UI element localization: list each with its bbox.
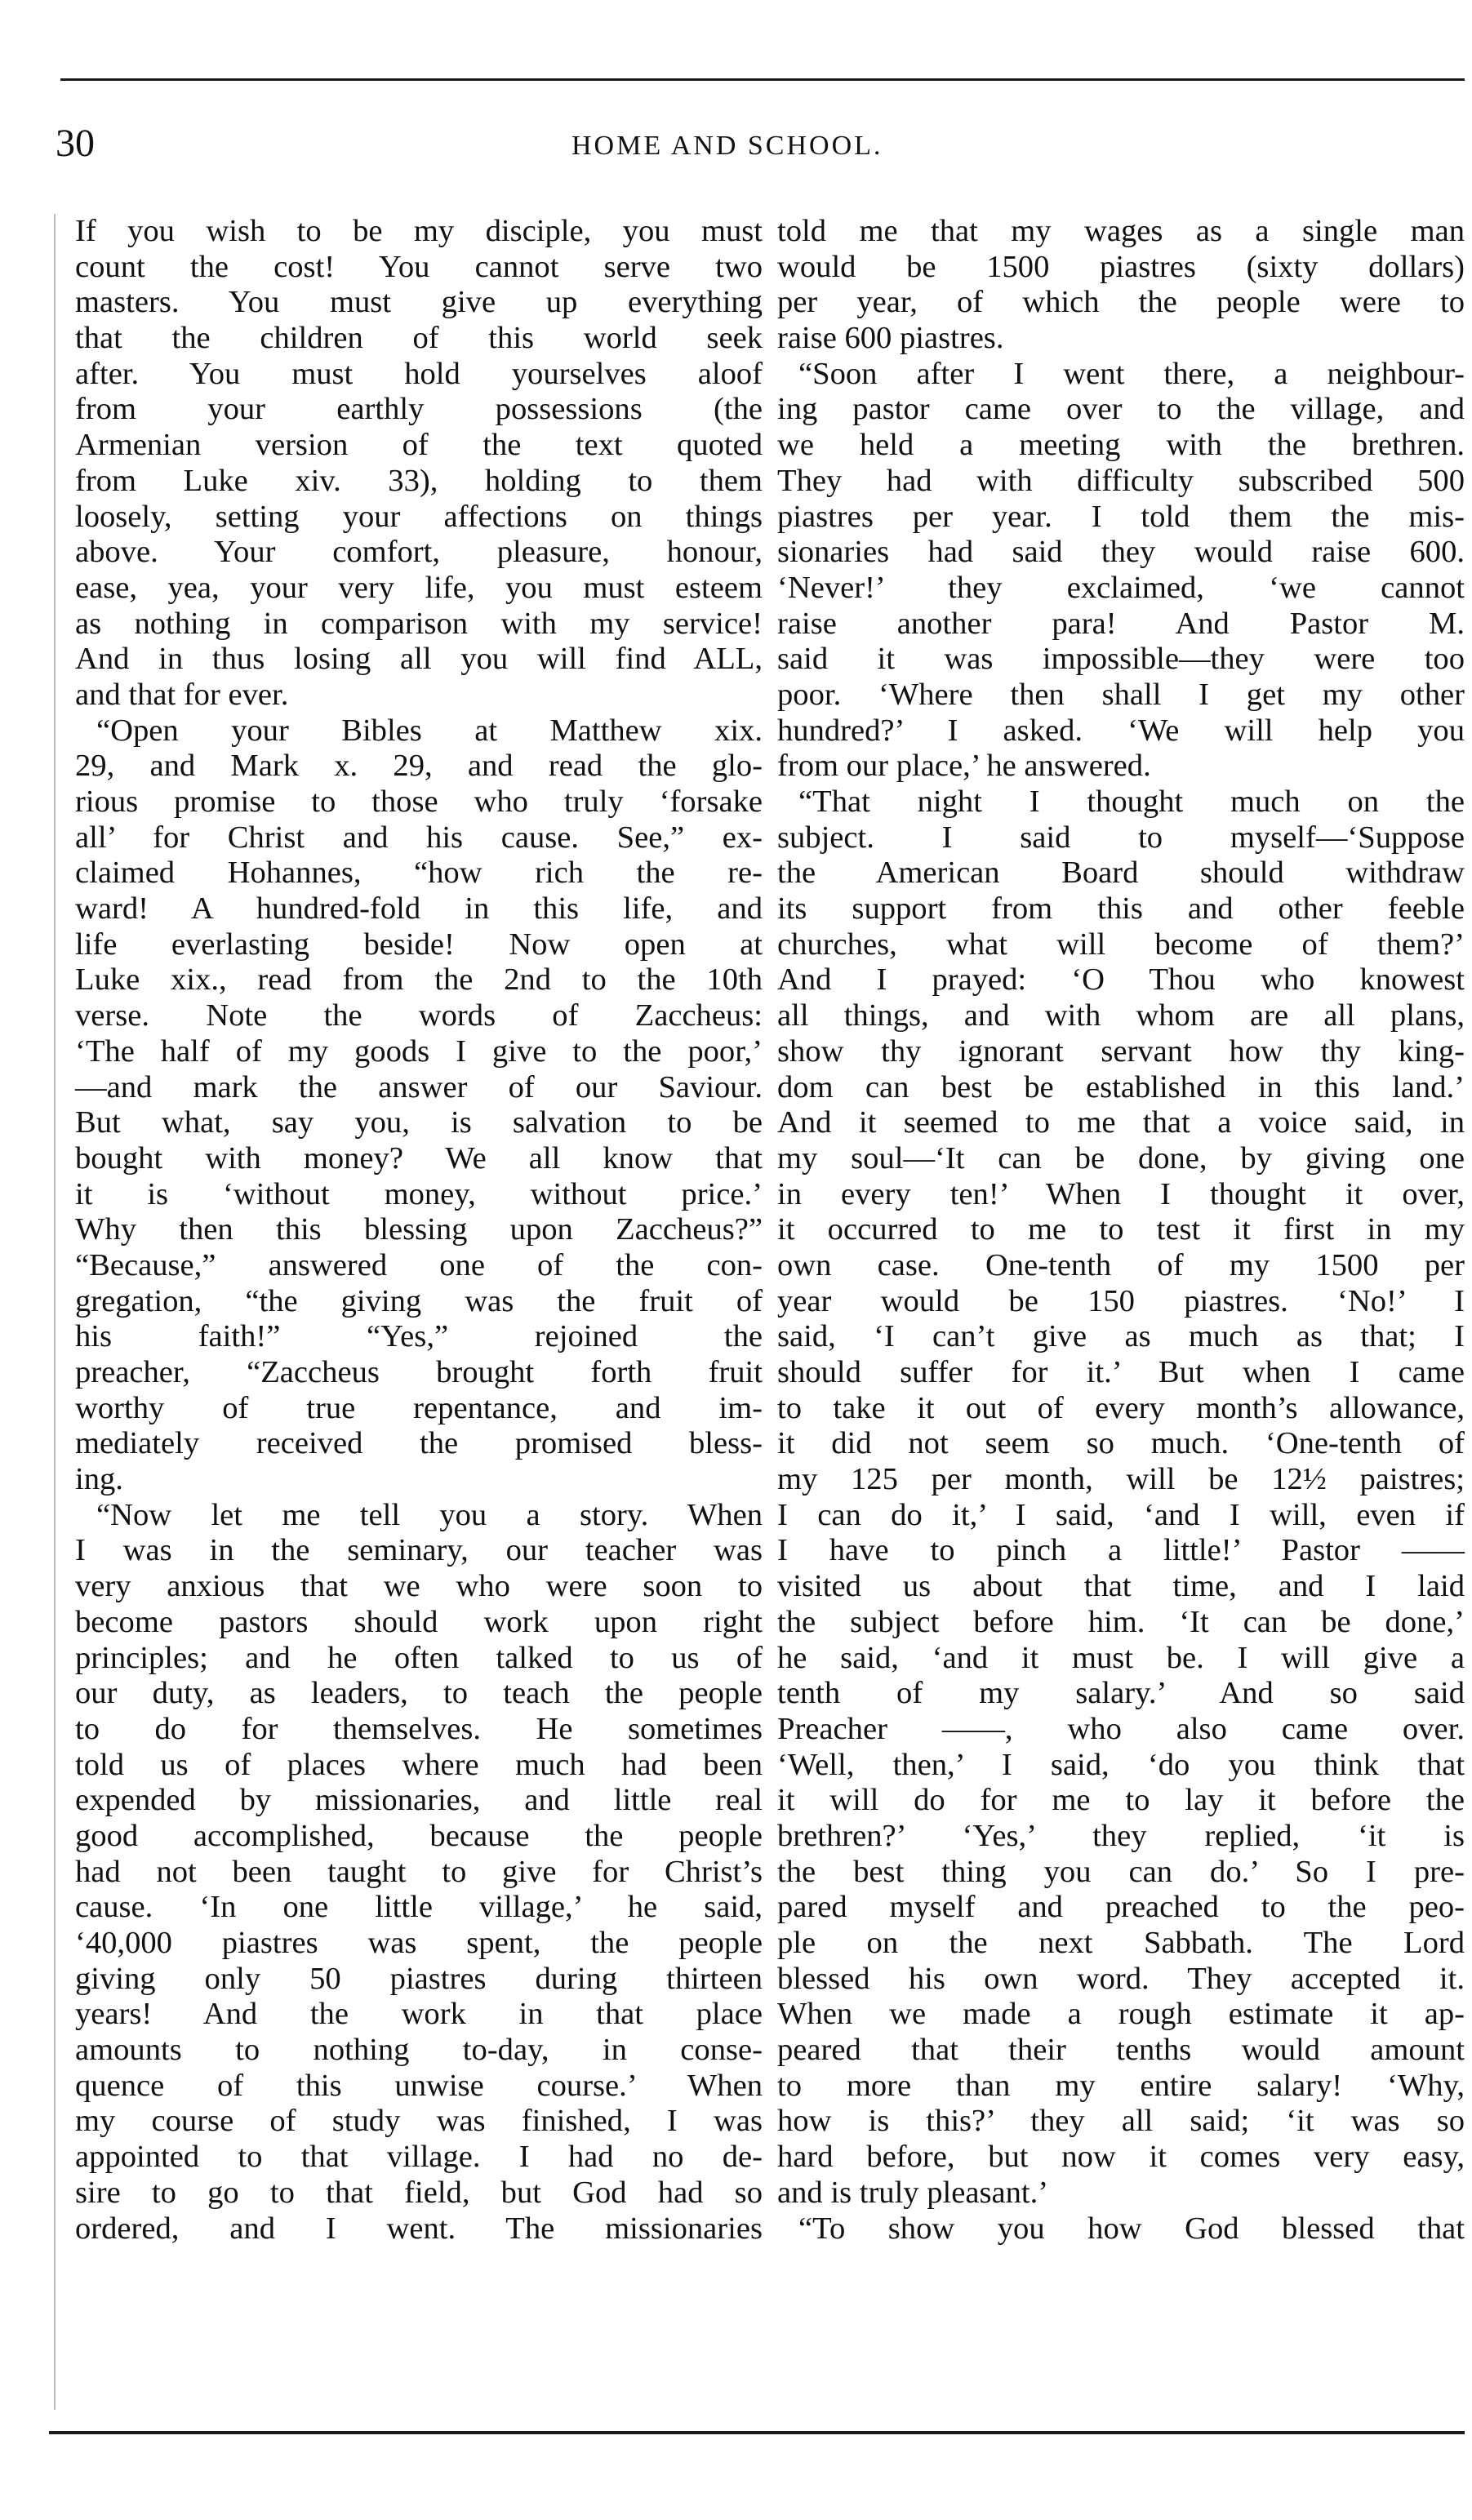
text-line: ing pastor came over to the village, and (777, 392, 1465, 427)
text-line: loosely, setting your affections on things (75, 499, 763, 534)
text-line: ordered, and I went. The missionaries (75, 2211, 763, 2246)
text-line: giving only 50 piastres during thirteen (75, 1961, 763, 1996)
text-line: hundred?’ I asked. ‘We will help you (777, 713, 1465, 748)
text-line: year would be 150 piastres. ‘No!’ I (777, 1283, 1465, 1318)
text-line: said it was impossible—they were too (777, 642, 1465, 677)
text-line: “To show you how God blessed that (798, 2211, 1465, 2246)
text-line: 29, and Mark x. 29, and read the glo- (75, 749, 763, 784)
text-line: When we made a rough estimate it ap- (777, 1997, 1465, 2032)
text-line: And I prayed: ‘O Thou who knowest (777, 962, 1465, 998)
text-line: the best thing you can do.’ So I pre- (777, 1854, 1465, 1889)
text-line: my course of study was finished, I was (75, 2104, 763, 2139)
text-line: should suffer for it.’ But when I came (777, 1355, 1465, 1389)
text-line: would be 1500 piastres (sixty dollars) (777, 249, 1465, 284)
text-line: They had with difficulty subscribed 500 (777, 463, 1465, 498)
text-line: tenth of my salary.’ And so said (777, 1676, 1465, 1711)
text-line: per year, of which the people were to (777, 285, 1465, 320)
text-line: from Luke xiv. 33), holding to them (75, 463, 763, 498)
text-line: quence of this unwise course.’ When (75, 2068, 763, 2103)
text-line: ward! A hundred-fold in this life, and (75, 891, 763, 927)
text-line: the subject before him. ‘It can be done,’ (777, 1604, 1465, 1639)
text-line: told us of places where much had been (75, 1747, 763, 1782)
text-line: worthy of true repentance, and im- (75, 1390, 763, 1425)
text-line: count the cost! You cannot serve two (75, 249, 763, 284)
text-line: raise another para! And Pastor M. (777, 606, 1465, 641)
text-line: pared myself and preached to the peo- (777, 1890, 1465, 1925)
text-line: and that for ever. (75, 677, 289, 712)
text-line: we held a meeting with the brethren. (777, 428, 1465, 463)
text-line: claimed Hohannes, “how rich the re- (75, 856, 763, 891)
text-line: ple on the next Sabbath. The Lord (777, 1926, 1465, 1960)
text-line: ‘Never!’ they exclaimed, ‘we cannot (777, 570, 1465, 605)
text-line: bought with money? We all know that (75, 1140, 763, 1176)
text-line: I have to pinch a little!’ Pastor —— (777, 1533, 1465, 1568)
text-line: his faith!” “Yes,” rejoined the (75, 1319, 763, 1354)
text-line: ease, yea, your very life, you must esteem (75, 570, 763, 605)
text-line: my 125 per month, will be 12½ paistres; (777, 1462, 1465, 1497)
bottom-rule (49, 2431, 1465, 2434)
text-line: Why then this blessing upon Zaccheus?” (75, 1212, 763, 1247)
text-line: years! And the work in that place (75, 1997, 763, 2032)
text-line: my soul—‘It can be done, by giving one (777, 1140, 1465, 1176)
text-line: it did not seem so much. ‘One-tenth of (777, 1426, 1465, 1461)
text-line: to more than my entire salary! ‘Why, (777, 2068, 1465, 2103)
text-line: principles; and he often talked to us of (75, 1640, 763, 1675)
text-line: to do for themselves. He sometimes (75, 1711, 763, 1746)
text-line: the American Board should withdraw (777, 856, 1465, 891)
text-line: told me that my wages as a single man (777, 214, 1465, 248)
text-line: “That night I thought much on the (798, 784, 1465, 819)
text-line: good accomplished, because the people (75, 1818, 763, 1853)
text-line: visited us about that time, and I laid (777, 1569, 1465, 1604)
text-line: and is truly pleasant.’ (777, 2175, 1049, 2210)
text-line: “Open your Bibles at Matthew xix. (96, 713, 763, 748)
left-column (75, 214, 763, 2247)
text-line: life everlasting beside! Now open at (75, 927, 763, 962)
text-line: that the children of this world seek (75, 321, 763, 356)
text-line: its support from this and other feeble (777, 891, 1465, 927)
text-line: “Because,” answered one of the con- (75, 1247, 763, 1282)
text-line: blessed his own word. They accepted it. (777, 1961, 1465, 1996)
text-line: ‘40,000 piastres was spent, the people (75, 1926, 763, 1960)
text-line: raise 600 piastres. (777, 321, 1004, 356)
text-line: piastres per year. I told them the mis- (777, 499, 1465, 534)
text-line: subject. I said to myself—‘Suppose (777, 820, 1465, 855)
text-line: said, ‘I can’t give as much as that; I (777, 1319, 1465, 1354)
text-line: hard before, but now it comes very easy, (777, 2140, 1465, 2175)
text-line: expended by missionaries, and little real (75, 1783, 763, 1818)
running-head: HOME AND SCHOOL. (571, 131, 883, 161)
text-line: how is this?’ they all said; ‘it was so (777, 2104, 1465, 2139)
text-line: —and mark the answer of our Saviour. (75, 1069, 763, 1104)
text-line: Preacher ——, who also came over. (777, 1711, 1465, 1746)
text-line: preacher, “Zaccheus brought forth fruit (75, 1355, 763, 1389)
text-line: all things, and with whom are all plans, (777, 998, 1465, 1033)
text-line: from our place,’ he answered. (777, 749, 1151, 784)
text-line: And in thus losing all you will find ALL, (75, 642, 763, 677)
text-line: in every ten!’ When I thought it over, (777, 1176, 1465, 1211)
text-line: Armenian version of the text quoted (75, 428, 763, 463)
text-line: churches, what will become of them?’ (777, 927, 1465, 962)
text-line: And it seemed to me that a voice said, in (777, 1105, 1465, 1140)
text-line: I was in the seminary, our teacher was (75, 1533, 763, 1568)
text-line: rious promise to those who truly ‘forsake (75, 784, 763, 819)
text-line: appointed to that village. I had no de- (75, 2140, 763, 2175)
text-line: had not been taught to give for Christ’s (75, 1854, 763, 1889)
text-line: dom can best be established in this land.’ (777, 1069, 1465, 1104)
text-line: own case. One-tenth of my 1500 per (777, 1247, 1465, 1282)
text-line: peared that their tenths would amount (777, 2033, 1465, 2068)
text-line: it occurred to me to test it first in my (777, 1212, 1465, 1247)
text-line: sire to go to that field, but God had so (75, 2175, 763, 2210)
text-line: amounts to nothing to-day, in conse- (75, 2033, 763, 2068)
text-line: cause. ‘In one little village,’ he said, (75, 1890, 763, 1925)
text-line: above. Your comfort, pleasure, honour, (75, 535, 763, 570)
text-line: become pastors should work upon right (75, 1604, 763, 1639)
text-line: after. You must hold yourselves aloof (75, 356, 763, 391)
text-line: mediately received the promised bless- (75, 1426, 763, 1461)
text-line: our duty, as leaders, to teach the people (75, 1676, 763, 1711)
text-line: ‘Well, then,’ I said, ‘do you think that (777, 1747, 1465, 1782)
text-line: If you wish to be my disciple, you must (75, 214, 763, 248)
text-line: he said, ‘and it must be. I will give a (777, 1640, 1465, 1675)
text-line: I can do it,’ I said, ‘and I will, even if (777, 1497, 1465, 1532)
text-line: sionaries had said they would raise 600. (777, 535, 1465, 570)
text-line: verse. Note the words of Zaccheus: (75, 998, 763, 1033)
text-line: ing. (75, 1462, 123, 1497)
text-line: “Now let me tell you a story. When (96, 1497, 763, 1532)
text-line: “Soon after I went there, a neighbour- (798, 356, 1465, 391)
text-line: from your earthly possessions (the (75, 392, 763, 427)
text-line: very anxious that we who were soon to (75, 1569, 763, 1604)
text-line: show thy ignorant servant how thy king- (777, 1033, 1465, 1069)
right-column (777, 214, 1465, 2247)
text-line: masters. You must give up everything (75, 285, 763, 320)
margin-rule (54, 214, 56, 2410)
text-line: But what, say you, is salvation to be (75, 1105, 763, 1140)
top-rule (60, 78, 1465, 81)
text-line: all’ for Christ and his cause. See,” ex- (75, 820, 763, 855)
text-line: it will do for me to lay it before the (777, 1783, 1465, 1818)
text-line: poor. ‘Where then shall I get my other (777, 677, 1465, 712)
text-line: Luke xix., read from the 2nd to the 10th (75, 962, 763, 998)
text-line: it is ‘without money, without price.’ (75, 1176, 763, 1211)
text-line: gregation, “the giving was the fruit of (75, 1283, 763, 1318)
text-line: brethren?’ ‘Yes,’ they replied, ‘it is (777, 1818, 1465, 1853)
page-number: 30 (56, 122, 95, 165)
text-line: as nothing in comparison with my service! (75, 606, 763, 641)
text-line: to take it out of every month’s allowance, (777, 1390, 1465, 1425)
text-line: ‘The half of my goods I give to the poor,’ (75, 1033, 763, 1069)
